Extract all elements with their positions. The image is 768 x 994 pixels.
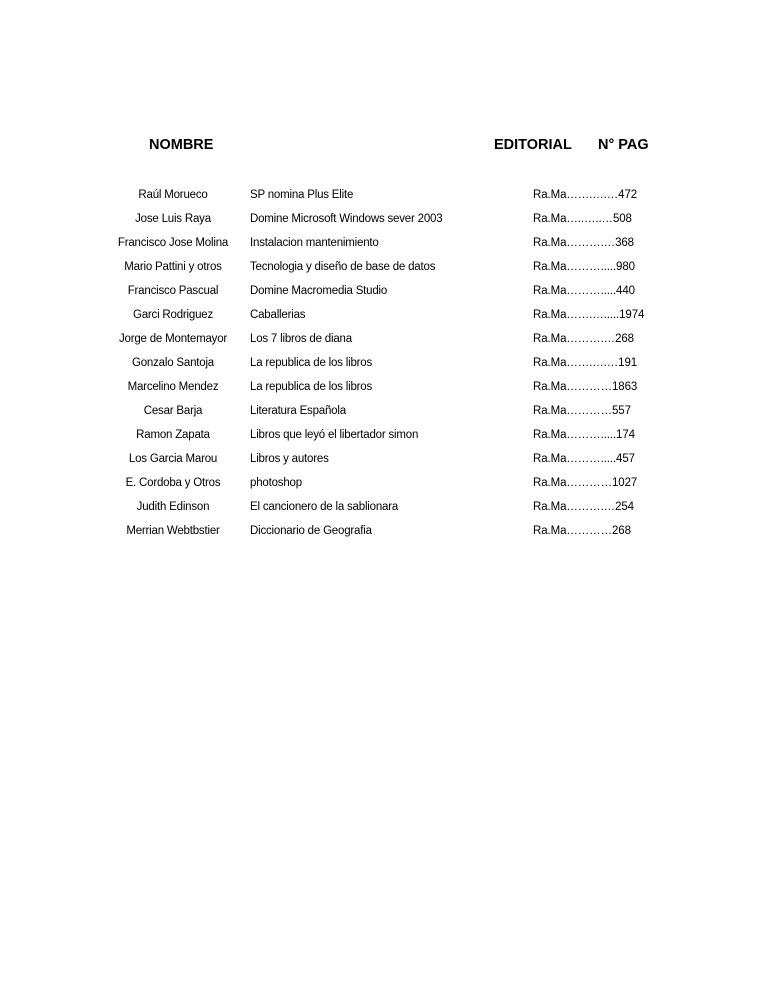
table-row — [0, 378, 768, 402]
book-title: Literatura Española — [250, 405, 346, 417]
header-nombre: NOMBRE — [149, 137, 214, 153]
author-name: Francisco Jose Molina — [117, 237, 229, 249]
book-title: photoshop — [250, 477, 302, 489]
book-title: Domine Microsoft Windows sever 2003 — [250, 213, 443, 225]
table-row — [0, 522, 768, 546]
author-name: Cesar Barja — [143, 405, 203, 417]
author-name: Marcelino Mendez — [127, 381, 219, 393]
author-name: Gonzalo Santoja — [131, 357, 215, 369]
editorial-pages: Ra.Ma…………1863 — [533, 381, 638, 393]
table-row — [0, 210, 768, 234]
book-title: SP nomina Plus Elite — [250, 189, 354, 201]
author-name: Garci Rodriguez — [132, 309, 214, 321]
book-title: Libros que leyó el libertador simon — [250, 429, 419, 441]
book-title: Instalacion mantenimiento — [250, 237, 379, 249]
editorial-pages: Ra.Ma……….…254 — [533, 501, 634, 513]
table-row — [0, 426, 768, 450]
author-name: Raúl Morueco — [138, 189, 208, 201]
author-name: Francisco Pascual — [127, 285, 219, 297]
editorial-pages: Ra.Ma……….…268 — [533, 333, 634, 345]
author-name: Jorge de Montemayor — [118, 333, 228, 345]
book-title: El cancionero de la sablionara — [250, 501, 399, 513]
editorial-pages: Ra.Ma……….…368 — [533, 237, 634, 249]
table-row — [0, 402, 768, 426]
book-title: Los 7 libros de diana — [250, 333, 352, 345]
table-row — [0, 354, 768, 378]
table-row — [0, 330, 768, 354]
book-title: Caballerias — [250, 309, 306, 321]
header-npag: N° PAG — [598, 137, 649, 153]
table-row — [0, 450, 768, 474]
table-row — [0, 234, 768, 258]
table-row — [0, 186, 768, 210]
editorial-pages: Ra.Ma……….....440 — [533, 285, 635, 297]
book-title: Libros y autores — [250, 453, 329, 465]
editorial-pages: Ra.Ma……….....457 — [533, 453, 635, 465]
author-name: Merrian Webtbstier — [126, 525, 220, 537]
book-title: La republica de los libros — [250, 357, 373, 369]
editorial-pages: Ra.Ma……….....980 — [533, 261, 635, 273]
editorial-pages: Ra.Ma…….….....1974 — [533, 309, 645, 321]
editorial-pages: Ra.Ma…………268 — [533, 525, 631, 537]
book-title: La republica de los libros — [250, 381, 373, 393]
book-title: Tecnologia y diseño de base de datos — [250, 261, 436, 273]
editorial-pages: Ra.Ma…….….…191 — [533, 357, 638, 369]
editorial-pages: Ra.Ma……….....174 — [533, 429, 635, 441]
editorial-pages: Ra.Ma…..…..…508 — [533, 213, 632, 225]
table-row — [0, 306, 768, 330]
table-row — [0, 282, 768, 306]
book-title: Domine Macromedia Studio — [250, 285, 388, 297]
author-name: Jose Luis Raya — [135, 213, 211, 225]
editorial-pages: Ra.Ma…………557 — [533, 405, 631, 417]
book-title: Diccionario de Geografia — [250, 525, 372, 537]
table-row — [0, 258, 768, 282]
author-name: Ramon Zapata — [136, 429, 210, 441]
author-name: Judith Edinson — [136, 501, 210, 513]
author-name: E. Cordoba y Otros — [125, 477, 221, 489]
author-name: Los Garcia Marou — [128, 453, 218, 465]
book-list — [0, 186, 768, 546]
table-row — [0, 498, 768, 522]
author-name: Mario Pattini y otros — [124, 261, 222, 273]
header-editorial: EDITORIAL — [494, 137, 572, 153]
editorial-pages: Ra.Ma…….….…472 — [533, 189, 638, 201]
table-row — [0, 474, 768, 498]
editorial-pages: Ra.Ma…………1027 — [533, 477, 638, 489]
